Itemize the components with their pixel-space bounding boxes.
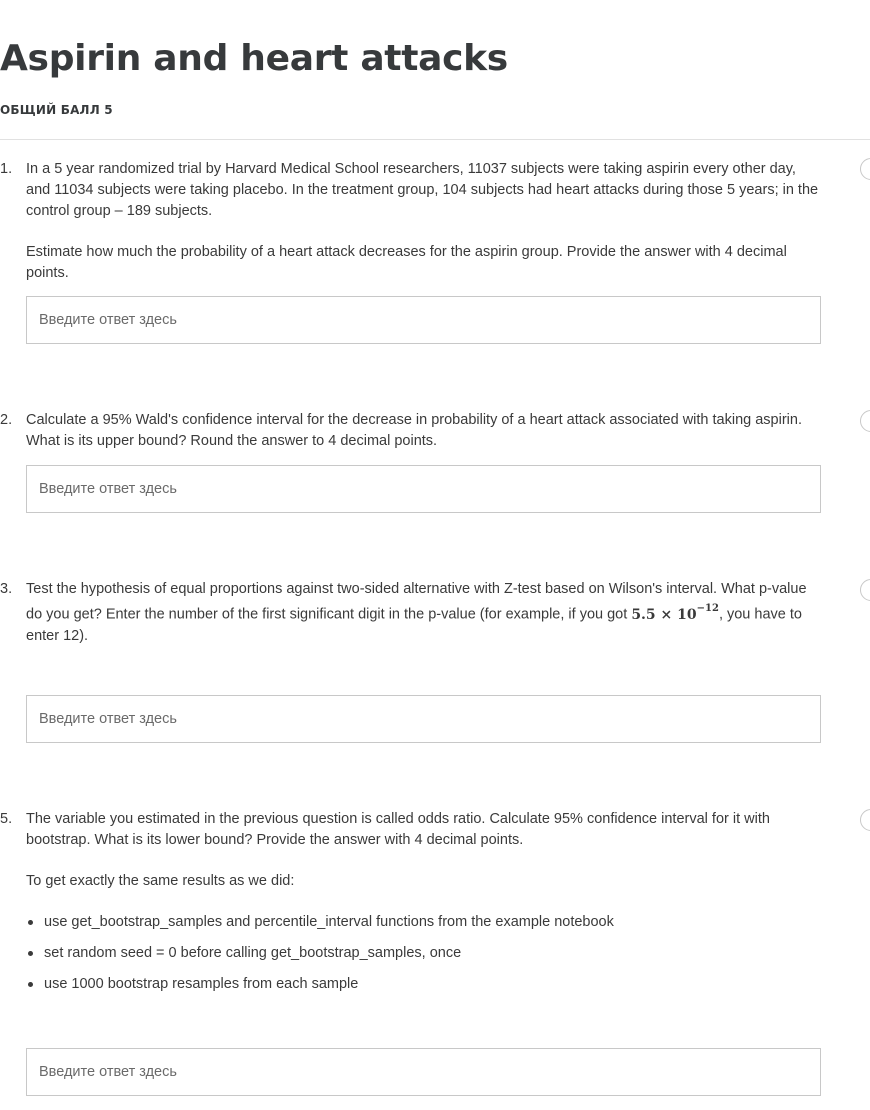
question-2-paragraph-1: Calculate a 95% Wald's confidence interval for the decrease in probability of a heart attack associated with taking aspirin. What is its upper bound? Round the answer to 4 decimal points. (26, 412, 802, 449)
question-5-answer-input[interactable] (26, 1048, 821, 1096)
question-5-paragraph-1: The variable you estimated in the previous question is called odds ratio. Calculate 95% confidence interval for it with bootstrap. What is its lower bound? Provide the answer with 4 decimal points. (26, 811, 770, 848)
total-score-label: ОБЩИЙ БАЛЛ 5 (0, 103, 113, 117)
bullet-item: use get_bootstrap_samples and percentile_interval functions from the example notebook (26, 912, 821, 933)
bullet-item: set random seed = 0 before calling get_bootstrap_samples, once (26, 943, 821, 964)
question-5-status-icon (860, 809, 870, 831)
question-5-bullet-list (26, 912, 821, 995)
question-3-paragraph-1 (26, 579, 821, 647)
question-3-answer-input[interactable] (26, 695, 821, 743)
header-divider (0, 139, 870, 140)
question-3-text-before: Test the hypothesis of equal proportions against two-sided alternative with Z-test based on Wilson's interval. What p-value do you get? Enter the number of the first significant digit in the p-value (for example, if you got (26, 581, 807, 623)
question-5-paragraph-2: To get exactly the same results as we did: (26, 873, 295, 889)
question-5-text (26, 809, 821, 1005)
question-3-math-expression (631, 603, 719, 623)
question-1-status-icon (860, 158, 870, 180)
math-base: 5.5 × 10 (631, 606, 697, 623)
page-title: Aspirin and heart attacks (0, 38, 508, 79)
question-3-text-after: , you have to enter 12). (26, 606, 802, 644)
question-2-text (26, 410, 821, 452)
question-2-answer-input[interactable] (26, 465, 821, 513)
question-1-text (26, 159, 821, 284)
question-1-answer-input[interactable] (26, 296, 821, 344)
question-3-text (26, 579, 821, 647)
question-1-paragraph-1: In a 5 year randomized trial by Harvard Medical School researchers, 11037 subjects were taking aspirin every other day, and 11034 subjects were taking placebo. In the treatment group, 104 subjects had heart attacks during those 5 years; in the control group – 189 subjects. (26, 161, 819, 219)
question-2-status-icon (860, 410, 870, 432)
bullet-item: use 1000 bootstrap resamples from each sample (26, 974, 821, 995)
question-1-paragraph-2: Estimate how much the probability of a heart attack decreases for the aspirin group. Provide the answer with 4 decimal points. (26, 244, 787, 281)
question-5-number: 5. (0, 811, 13, 827)
question-1-number: 1. (0, 161, 13, 177)
question-3-number: 3. (0, 581, 13, 597)
question-3-status-icon (860, 579, 870, 601)
math-exponent: −12 (696, 603, 719, 614)
question-2-number: 2. (0, 412, 13, 428)
